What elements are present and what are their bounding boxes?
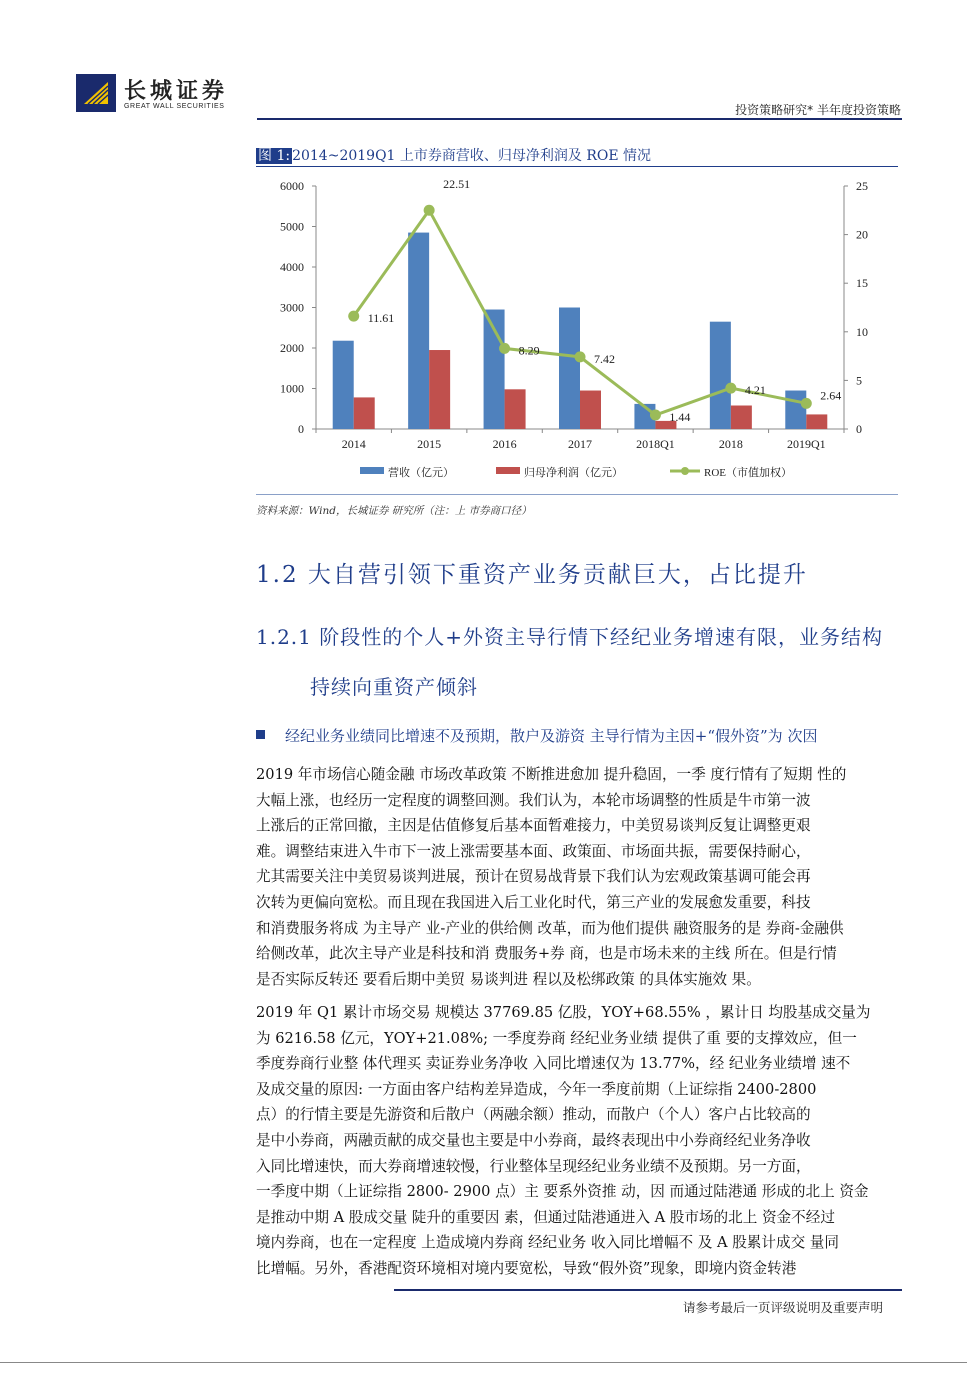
roe-data-label: 11.61	[367, 311, 395, 326]
category-label: 2014	[341, 437, 366, 451]
roe-point	[650, 410, 661, 421]
revenue-bar	[333, 341, 354, 429]
paragraph-line: 2019 年市场信心随金融 市场改革政策 不断推进愈加 提升稳固，一季 度行情有了短期 性的	[256, 766, 847, 783]
category-label: 2018	[718, 437, 743, 451]
figure-source: 资料来源：Wind，长城证券 研究所（注：上 市券商口径）	[256, 505, 532, 517]
subsection-heading-line1: 1.2.1 阶段性的个人+外资主导行情下经纪业务增速有限，业务结构	[256, 625, 884, 649]
left-tick-label: 2000	[280, 341, 304, 355]
footer-divider	[394, 1289, 902, 1291]
net-profit-bar	[505, 389, 526, 429]
legend-marker	[681, 467, 689, 475]
page-bottom-rule	[0, 1362, 967, 1363]
roe-data-label: 7.42	[594, 351, 615, 366]
great-wall-logo-icon	[76, 74, 116, 112]
logo-chinese-name: 长城证券	[124, 79, 229, 104]
right-tick-label: 20	[856, 227, 868, 242]
paragraph-line: 难。调整结束进入牛市下一波上涨需要基本面、政策面、市场面共振，需要保持耐心，	[256, 842, 811, 860]
figure-top-rule	[256, 166, 898, 167]
roe-data-label: 1.44	[669, 410, 691, 425]
header-divider	[257, 118, 902, 120]
header-title: 投资策略研究* 半年度投资策略	[735, 103, 901, 117]
figure-bottom-rule	[256, 494, 898, 495]
revenue-bar	[408, 233, 429, 429]
left-tick-label: 4000	[280, 260, 304, 274]
net-profit-bar	[354, 397, 375, 429]
bullet-square-icon	[256, 730, 265, 739]
roe-data-label: 8.29	[518, 343, 540, 358]
paragraph-line: 是推动中期 A 股成交量 陡升的重要因 素，但通过陆港通进入 A 股市场的北上 资金不经过	[256, 1208, 835, 1226]
left-tick-label: 6000	[280, 179, 304, 193]
right-tick-label: 15	[856, 276, 868, 291]
paragraph-line: 入同比增速快，而大券商增速较慢，行业整体呈现经纪业务业绩不及预期。另一方面，	[256, 1157, 811, 1175]
footer-disclaimer: 请参考最后一页评级说明及重要声明	[682, 1300, 883, 1315]
legend-label: 归母净利润（亿元）	[524, 467, 623, 479]
bullet-heading	[256, 725, 817, 746]
bullet-heading-text: 经纪业务业绩同比增速不及预期，散户及游资 主导行情为主因+“假外资”为 次因	[285, 727, 818, 745]
paragraph-line: 次转为更偏向宽松。而且现在我国进入后工业化时代，第三产业的发展愈发重要，科技	[256, 893, 811, 911]
paragraph-line: 是否实际反转还 要看后期中美贸 易谈判进 程以及松绑政策 的具体实施效 果。	[256, 970, 761, 988]
roe-point	[575, 351, 586, 362]
figure-label: 图 1:	[258, 148, 291, 164]
paragraph-line: 大幅上涨，也经历一定程度的调整回测。我们认为，本轮市场调整的性质是牛市第一波	[256, 791, 811, 809]
paragraph-2	[256, 1000, 946, 1282]
category-label: 2016	[492, 437, 517, 451]
net-profit-bar	[580, 391, 601, 429]
category-label: 2015	[417, 437, 442, 451]
paragraph-line: 是中小券商，两融贡献的成交量也主要是中小券商，最终表现出中小券商经纪业务净收	[256, 1131, 811, 1149]
revenue-bar	[559, 308, 580, 430]
left-tick-label: 1000	[280, 381, 304, 396]
net-profit-bar	[429, 350, 450, 429]
left-tick-label: 3000	[280, 300, 304, 315]
net-profit-bar	[731, 406, 752, 429]
figure-title	[256, 145, 651, 165]
right-tick-label: 5	[856, 373, 862, 388]
revenue-profit-roe-chart	[256, 170, 898, 490]
legend-label: 营收（亿元）	[388, 467, 454, 479]
subsection-heading-line2: 持续向重资产倾斜	[310, 675, 478, 699]
logo-english-name: GREAT WALL SECURITIES	[124, 103, 225, 110]
roe-data-label: 4.21	[744, 383, 766, 398]
net-profit-bar	[806, 414, 827, 429]
revenue-bar	[710, 322, 731, 429]
right-tick-label: 10	[856, 324, 868, 339]
category-label: 2017	[568, 437, 592, 451]
section-heading: 1.2 大自营引领下重资产业务贡献巨大，占比提升	[256, 562, 808, 588]
paragraph-line: 上涨后的正常回撤，主因是估值修复后基本面暂难接力，中美贸易谈判反复让调整更艰	[256, 817, 811, 835]
paragraph-line: 季度券商行业整 体代理买 卖证券业务净收 入同比增速仅为 13.77%，经 纪业务业绩增 速不	[256, 1055, 851, 1073]
paragraph-line: 为 6216.58 亿元，YOY+21.08%; 一季度券商 经纪业务业绩 提供了重 要的支撑效应，但一	[256, 1029, 857, 1047]
roe-point	[424, 205, 435, 216]
right-tick-label: 0	[856, 422, 862, 436]
legend-label: ROE（市值加权）	[704, 467, 792, 479]
legend-swatch	[360, 467, 384, 474]
paragraph-line: 比增幅。另外，香港配资环境相对境内要宽松，导致“假外资”现象，即境内资金转港	[256, 1259, 797, 1277]
paragraph-line: 点）的行情主要是先游资和后散户（两融余额）推动，而散户（个人）客户占比较高的	[256, 1106, 811, 1124]
left-tick-label: 5000	[280, 219, 304, 234]
roe-point	[725, 383, 736, 394]
right-tick-label: 25	[856, 179, 868, 193]
category-label: 2018Q1	[636, 437, 675, 451]
roe-point	[348, 311, 359, 322]
revenue-bar	[785, 391, 806, 429]
paragraph-line: 一季度中期（上证综指 2800- 2900 点）主 要系外资推 动，因 而通过陆港通 形成的北上 资金	[256, 1183, 869, 1201]
roe-data-label: 2.64	[820, 388, 842, 403]
paragraph-line: 境内券商，也在一定程度 上造成境内券商 经纪业务 收入同比增幅不 及 A 股累计成交 量同	[256, 1234, 839, 1252]
roe-data-label: 22.51	[443, 177, 471, 192]
roe-point	[499, 343, 510, 354]
left-tick-label: 0	[298, 422, 304, 436]
legend-swatch	[496, 467, 520, 474]
paragraph-line: 和消费服务将成 为主导产 业-产业的供给侧 改革，而为他们提供 融资服务的是 券商-金融供	[256, 919, 844, 937]
paragraph-line: 及成交量的原因: 一方面由客户结构差异造成，今年一季度前期（上证综指 2400-2800	[256, 1080, 817, 1098]
paragraph-line: 给侧改革，此次主导产业是科技和消 费服务+券 商，也是市场未来的主线 所在。但是行情	[256, 945, 837, 963]
figure-title-text: 2014~2019Q1 上市券商营收、归母净利润及 ROE 情况	[292, 148, 652, 164]
roe-point	[801, 398, 812, 409]
company-logo	[76, 74, 246, 114]
category-label: 2019Q1	[786, 437, 826, 451]
paragraph-1	[256, 762, 946, 992]
paragraph-line: 尤其需要关注中美贸易谈判进展，预计在贸易战背景下我们认为宏观政策基调可能会再	[256, 868, 811, 886]
paragraph-line: 2019 年 Q1 累计市场交易 规模达 37769.85 亿股，YOY+68.55% ，累计日 均股基成交量为	[256, 1004, 871, 1021]
